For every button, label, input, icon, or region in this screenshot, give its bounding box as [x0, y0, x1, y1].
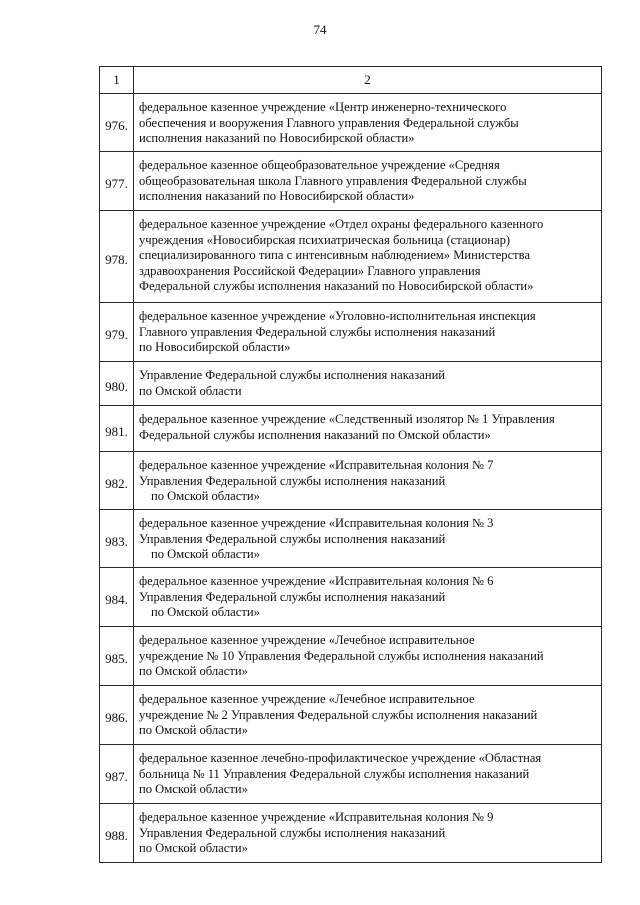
text-line: Управления Федеральной службы исполнения наказаний — [139, 589, 446, 604]
table-row — [100, 452, 602, 510]
table-row — [100, 362, 602, 406]
text-line: федеральное казенное учреждение «Центр инженерно-технического — [139, 100, 507, 114]
table-row — [100, 686, 602, 745]
text-line: по Омской области» — [139, 782, 248, 796]
row-number: 978. — [100, 211, 134, 303]
text-line: федеральное казенное учреждение «Лечебное исправительное — [139, 692, 475, 706]
table-row — [100, 303, 602, 362]
institution-name — [134, 406, 602, 452]
institution-name — [134, 94, 602, 152]
text-line: обеспечения и вооружения Главного управления Федеральной службы — [139, 115, 519, 130]
text-line: учреждения «Новосибирская психиатрическая больница (стационар) — [139, 232, 511, 247]
page-number: 74 — [313, 22, 327, 37]
institution-name — [134, 745, 602, 804]
table-row — [100, 745, 602, 804]
text-line: общеобразовательная школа Главного управления Федеральной службы — [139, 173, 527, 188]
table-row — [100, 804, 602, 863]
institutions-table — [99, 66, 602, 863]
text-line: федеральное казенное учреждение «Следственный изолятор № 1 Управления — [139, 412, 555, 426]
table-row — [100, 152, 602, 211]
text-line: федеральное казенное общеобразовательное учреждение «Средняя — [139, 158, 500, 172]
text-line: по Омской области» — [151, 489, 260, 503]
institution-name — [134, 211, 602, 303]
text-line: по Омской области» — [139, 841, 248, 855]
text-line: Федеральной службы исполнения наказаний по Новосибирской области» — [139, 279, 534, 293]
table-row — [100, 627, 602, 686]
text-line: Управления Федеральной службы исполнения наказаний — [139, 825, 446, 840]
text-line: по Омской области» — [151, 605, 260, 619]
table-row — [100, 211, 602, 303]
institution-name — [134, 452, 602, 510]
row-number: 979. — [100, 303, 134, 362]
row-number: 984. — [100, 568, 134, 627]
text-line: Федеральной службы исполнения наказаний по Омской области» — [139, 427, 491, 442]
row-number: 983. — [100, 510, 134, 568]
text-line: федеральное казенное учреждение «Исправительная колония № 7 — [139, 458, 494, 472]
text-line: федеральное казенное учреждение «Отдел охраны федерального казенного — [139, 217, 544, 231]
text-line: по Новосибирской области» — [139, 340, 291, 354]
institution-name — [134, 804, 602, 863]
institution-name — [134, 362, 602, 406]
text-line: по Омской области» — [151, 547, 260, 561]
text-line: Управление Федеральной службы исполнения наказаний — [139, 368, 446, 382]
text-line: учреждение № 10 Управления Федеральной службы исполнения наказаний — [139, 648, 544, 663]
text-line: федеральное казенное лечебно-профилактическое учреждение «Областная — [139, 751, 542, 765]
text-line: учреждение № 2 Управления Федеральной службы исполнения наказаний — [139, 707, 538, 722]
text-line: федеральное казенное учреждение «Исправительная колония № 6 — [139, 574, 494, 588]
institution-name — [134, 303, 602, 362]
table-row — [100, 94, 602, 152]
institution-name — [134, 627, 602, 686]
text-line: федеральное казенное учреждение «Уголовно-исполнительная инспекция — [139, 309, 536, 323]
table-row — [100, 406, 602, 452]
text-line: Управления Федеральной службы исполнения наказаний — [139, 531, 446, 546]
column-header-number: 1 — [100, 67, 134, 94]
text-line: по Омской области» — [139, 664, 248, 678]
text-line: Главного управления Федеральной службы исполнения наказаний — [139, 324, 496, 339]
institution-name — [134, 686, 602, 745]
row-number: 985. — [100, 627, 134, 686]
institution-name — [134, 152, 602, 211]
row-number: 980. — [100, 362, 134, 406]
institution-name — [134, 510, 602, 568]
row-number: 981. — [100, 406, 134, 452]
table-row — [100, 568, 602, 627]
text-line: федеральное казенное учреждение «Исправительная колония № 3 — [139, 516, 494, 530]
text-line: федеральное казенное учреждение «Исправительная колония № 9 — [139, 810, 494, 824]
text-line: по Омской области — [139, 383, 242, 398]
row-number: 987. — [100, 745, 134, 804]
text-line: по Омской области» — [139, 723, 248, 737]
table-header-row — [100, 67, 602, 94]
text-line: больница № 11 Управления Федеральной службы исполнения наказаний — [139, 766, 530, 781]
institution-name — [134, 568, 602, 627]
row-number: 982. — [100, 452, 134, 510]
row-number: 977. — [100, 152, 134, 211]
row-number: 976. — [100, 94, 134, 152]
text-line: здравоохранения Российской Федерации» Главного управления — [139, 263, 481, 278]
table-row — [100, 510, 602, 568]
text-line: Управления Федеральной службы исполнения наказаний — [139, 473, 446, 488]
column-header-name: 2 — [134, 67, 602, 94]
text-line: исполнения наказаний по Новосибирской области» — [139, 131, 415, 145]
text-line: федеральное казенное учреждение «Лечебное исправительное — [139, 633, 475, 647]
text-line: специализированного типа с интенсивным наблюдением» Министерства — [139, 248, 531, 262]
row-number: 988. — [100, 804, 134, 863]
text-line: исполнения наказаний по Новосибирской области» — [139, 189, 415, 203]
row-number: 986. — [100, 686, 134, 745]
